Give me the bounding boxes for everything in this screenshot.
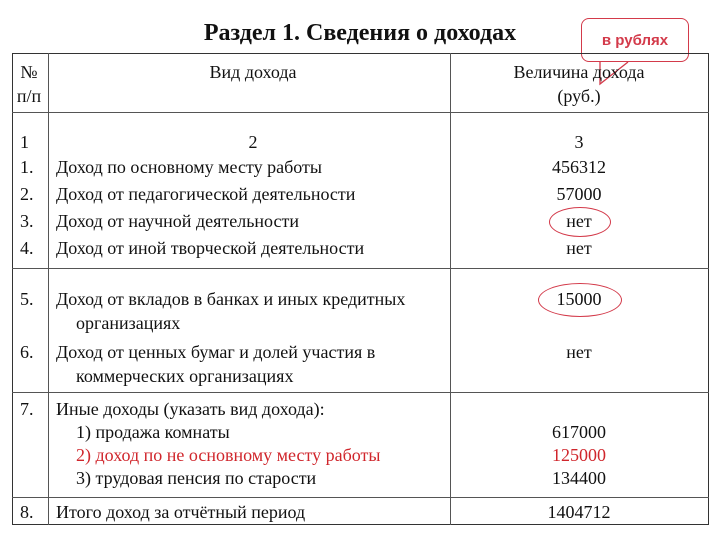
- header-num-line1: №: [20, 62, 38, 82]
- row-num: 5.: [20, 289, 34, 309]
- col-number-3: 3: [574, 132, 584, 152]
- highlight-ellipse-science: [549, 207, 611, 237]
- row-num: 7.: [20, 399, 34, 419]
- header-value-line2: (руб.): [557, 86, 601, 106]
- row-label: Иные доходы (указать вид дохода):: [56, 399, 325, 419]
- other-income-value-highlight: 125000: [552, 445, 606, 465]
- row-num: 6.: [20, 342, 34, 362]
- row-label-line2: коммерческих организациях: [76, 366, 294, 386]
- row-num: 2.: [20, 184, 34, 204]
- row-value: нет: [566, 211, 592, 231]
- row-divider-7: [12, 497, 709, 498]
- row-value: 57000: [556, 184, 602, 204]
- header-divider: [12, 112, 709, 113]
- other-income-value: 134400: [552, 468, 606, 488]
- row-divider-4: [12, 268, 709, 269]
- col-number-1: 1: [20, 132, 29, 152]
- row-label-line2: организациях: [76, 313, 181, 333]
- row-label: Доход от иной творческой деятельности: [56, 238, 365, 258]
- row-label-line1: Доход от вкладов в банках и иных кредитных: [56, 289, 406, 309]
- total-value: 1404712: [547, 502, 611, 522]
- header-value-line1: Величина дохода: [513, 62, 645, 82]
- row-num: 8.: [20, 502, 34, 522]
- header-income-type: Вид дохода: [209, 62, 297, 82]
- other-income-item: 1) продажа комнаты: [76, 422, 230, 442]
- section-title: Раздел 1. Сведения о доходах: [203, 20, 517, 46]
- row-label: Доход от научной деятельности: [56, 211, 299, 231]
- row-value: 15000: [556, 289, 602, 309]
- total-label: Итого доход за отчётный период: [56, 502, 306, 522]
- other-income-value: 617000: [552, 422, 606, 442]
- row-value: нет: [566, 238, 592, 258]
- row-label-line1: Доход от ценных бумаг и долей участия в: [56, 342, 376, 362]
- other-income-item-highlight: 2) доход по не основному месту работы: [76, 445, 381, 465]
- row-value: нет: [566, 342, 592, 362]
- row-num: 3.: [20, 211, 34, 231]
- row-num: 1.: [20, 157, 34, 177]
- other-income-item: 3) трудовая пенсия по старости: [76, 468, 317, 488]
- row-divider-6: [12, 392, 709, 393]
- row-num: 4.: [20, 238, 34, 258]
- currency-callout: в рублях: [581, 18, 689, 62]
- highlight-ellipse-deposits: [538, 283, 622, 317]
- row-label: Доход от педагогической деятельности: [56, 184, 356, 204]
- col-number-2: 2: [248, 132, 258, 152]
- row-label: Доход по основному месту работы: [56, 157, 322, 177]
- row-value: 456312: [552, 157, 606, 177]
- header-num-line2: п/п: [16, 86, 42, 106]
